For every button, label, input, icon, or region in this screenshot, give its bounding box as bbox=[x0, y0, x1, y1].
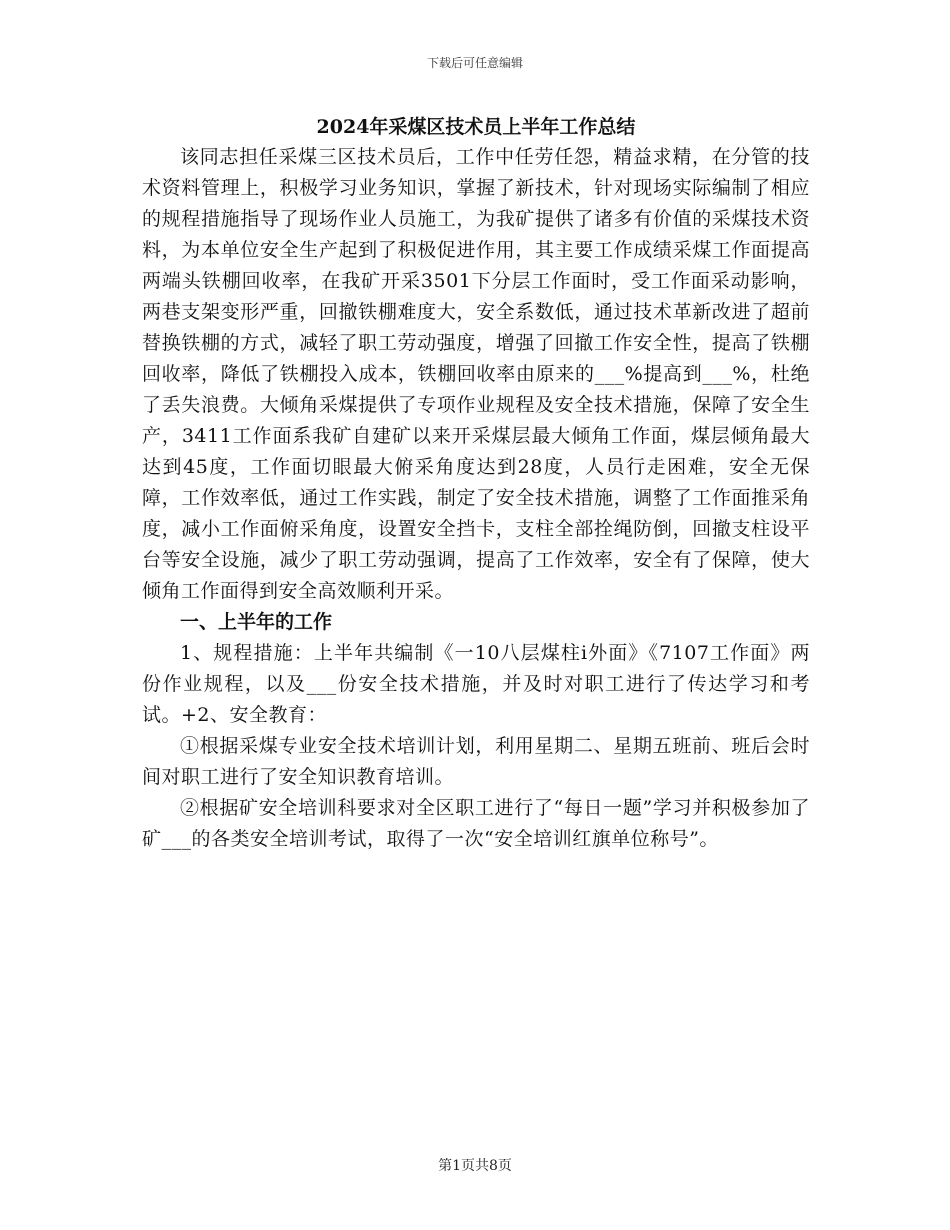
paragraph-regulations: 1、规程措施：上半年共编制《一10八层煤柱ⅰ外面》《7107工作面》两份作业规程，以及___份安全技术措施，并及时对职工进行了传达学习和考试。+2、安全教育： bbox=[142, 642, 810, 726]
section-heading: 一、上半年的工作 bbox=[180, 611, 333, 633]
intro-paragraph: 该同志担任采煤三区技术员后，工作中任劳任怨，精益求精，在分管的技术资料管理上，积极学习业务知识，掌握了新技术，针对现场实际编制了相应的规程措施指导了现场作业人员施工，为我矿提供了诸多有价值的采煤技术资料，为本单位安全生产起到了积极促进作用，其主要工作成绩采煤工作面提高两端头铁棚回收率，在我矿开采3501下分层工作面时，受工作面采动影响，两巷支架变形严重，回撤铁棚难度大，安全系数低，通过技术革新改进了超前替换铁棚的方式，减轻了职工劳动强度，增强了回撤工作安全性，提高了铁棚回收率，降低了铁棚投入成本，铁棚回收率由原来的___%提高到___%，杜绝了丢失浪费。大倾角采煤提供了专项作业规程及安全技术措施，保障了安全生产，3411工作面系我矿自建矿以来开采煤层最大倾角工作面，煤层倾角最大达到45度，工作面切眼最大俯采角度达到28度，人员行走困难，安全无保障，工作效率低，通过工作实践，制定了安全技术措施，调整了工作面推采角度，减小工作面俯采角度，设置安全挡卡，支柱全部拴绳防倒，回撤支柱设平台等安全设施，减少了职工劳动强调，提高了工作效率，安全有了保障，使大倾角工作面得到安全高效顺利开采。 bbox=[142, 146, 810, 602]
document-body bbox=[142, 112, 810, 855]
document-title: 2024年采煤区技术员上半年工作总结 bbox=[316, 116, 636, 138]
paragraph-daily-question: ②根据矿安全培训科要求对全区职工进行了“每日一题”学习并积极参加了矿___的各类安全培训考试，取得了一次“安全培训红旗单位称号”。 bbox=[142, 797, 810, 850]
page-footer: 第1页共8页 bbox=[438, 1158, 512, 1174]
paragraph-safety-training: ①根据采煤专业安全技术培训计划，利用星期二、星期五班前、班后会时间对职工进行了安全知识教育培训。 bbox=[142, 735, 810, 788]
header-note: 下载后可任意编辑 bbox=[426, 56, 523, 70]
